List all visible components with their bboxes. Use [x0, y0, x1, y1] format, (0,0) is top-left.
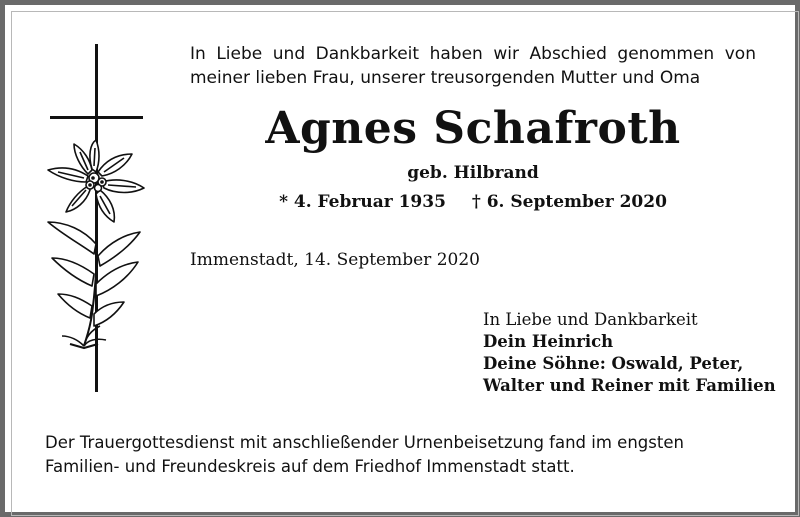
intro-line-2: meiner lieben Frau, unserer treusorgenden Mutter und Oma: [190, 68, 701, 88]
signer-line: Walter und Reiner mit Familien: [483, 376, 776, 395]
funeral-note: [45, 431, 745, 479]
maiden-name: geb. Hilbrand: [407, 163, 539, 183]
signer-line: Dein Heinrich: [483, 332, 614, 351]
place-date: Immenstadt, 14. September 2020: [190, 250, 480, 270]
edelweiss-icon: [48, 140, 144, 348]
funeral-note-line-1: Der Trauergottesdienst mit anschließender Urnenbeisetzung fand im engsten: [45, 433, 684, 452]
death-date: † 6. September 2020: [471, 192, 667, 212]
deceased-name: Agnes Schafroth: [265, 103, 681, 154]
funeral-note-line-2: Familien- und Freundeskreis auf dem Friedhof Immenstadt statt.: [45, 457, 575, 476]
birth-date: * 4. Februar 1935: [279, 192, 446, 212]
signer-line: Deine Söhne: Oswald, Peter,: [483, 354, 744, 373]
signers-block: [483, 309, 776, 397]
cross-with-edelweiss: [40, 44, 152, 394]
intro-line-1: In Liebe und Dankbarkeit haben wir Abschied genommen von: [190, 44, 756, 64]
intro-text: [190, 42, 756, 90]
signers-preface: In Liebe und Dankbarkeit: [483, 310, 698, 329]
life-dates: [190, 192, 756, 212]
